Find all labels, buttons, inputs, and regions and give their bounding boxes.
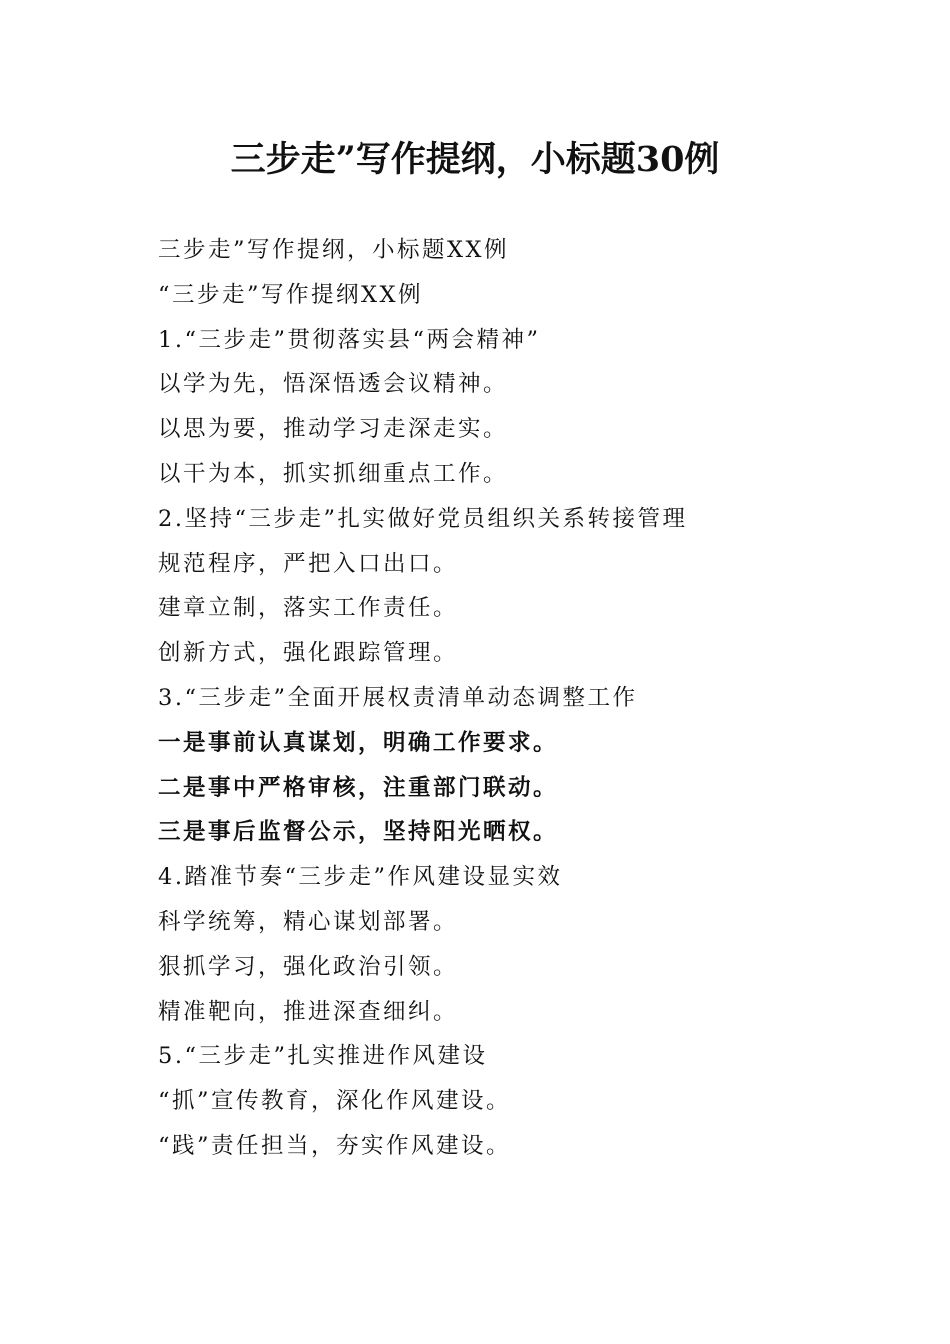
section-heading: 1.“三步走”贯彻落实县“两会精神”: [158, 326, 541, 353]
section-heading: 4.踏准节奏“三步走”作风建设显实效: [158, 864, 563, 891]
page-title: 三步走”写作提纲，小标题30例: [230, 139, 720, 180]
paragraph-line: 建章立制，落实工作责任。: [158, 595, 459, 622]
section-heading: 5.“三步走”扎实推进作风建设: [158, 1043, 488, 1070]
section-heading: 3.“三步走”全面开展权责清单动态调整工作: [158, 684, 638, 711]
paragraph-line: “抓”宣传教育，深化作风建设。: [158, 1088, 512, 1115]
paragraph-line-bold: 二是事中严格审核，注重部门联动。: [158, 774, 559, 801]
paragraph-line: 以思为要，推动学习走深走实。: [158, 416, 509, 443]
paragraph-line: “三步走”写作提纲XX例: [158, 281, 424, 308]
paragraph-line: 科学统筹，精心谋划部署。: [158, 908, 459, 935]
paragraph-line-bold: 三是事后监督公示，坚持阳光晒权。: [158, 819, 559, 846]
paragraph-line: 三步走”写作提纲，小标题XX例: [158, 237, 510, 263]
paragraph-line: 规范程序，严把入口出口。: [158, 550, 459, 577]
paragraph-line: 狠抓学习，强化政治引领。: [158, 953, 459, 980]
paragraph-line-bold: 一是事前认真谋划，明确工作要求。: [158, 729, 559, 756]
document-body: [158, 228, 858, 1169]
paragraph-line: “践”责任担当，夯实作风建设。: [158, 1132, 512, 1159]
paragraph-line: 以干为本，抓实抓细重点工作。: [158, 460, 509, 487]
paragraph-line: 以学为先，悟深悟透会议精神。: [158, 371, 509, 398]
paragraph-line: 精准靶向，推进深查细纠。: [158, 998, 459, 1025]
paragraph-line: 创新方式，强化跟踪管理。: [158, 640, 459, 667]
section-heading: 2.坚持“三步走”扎实做好党员组织关系转接管理: [158, 505, 688, 532]
